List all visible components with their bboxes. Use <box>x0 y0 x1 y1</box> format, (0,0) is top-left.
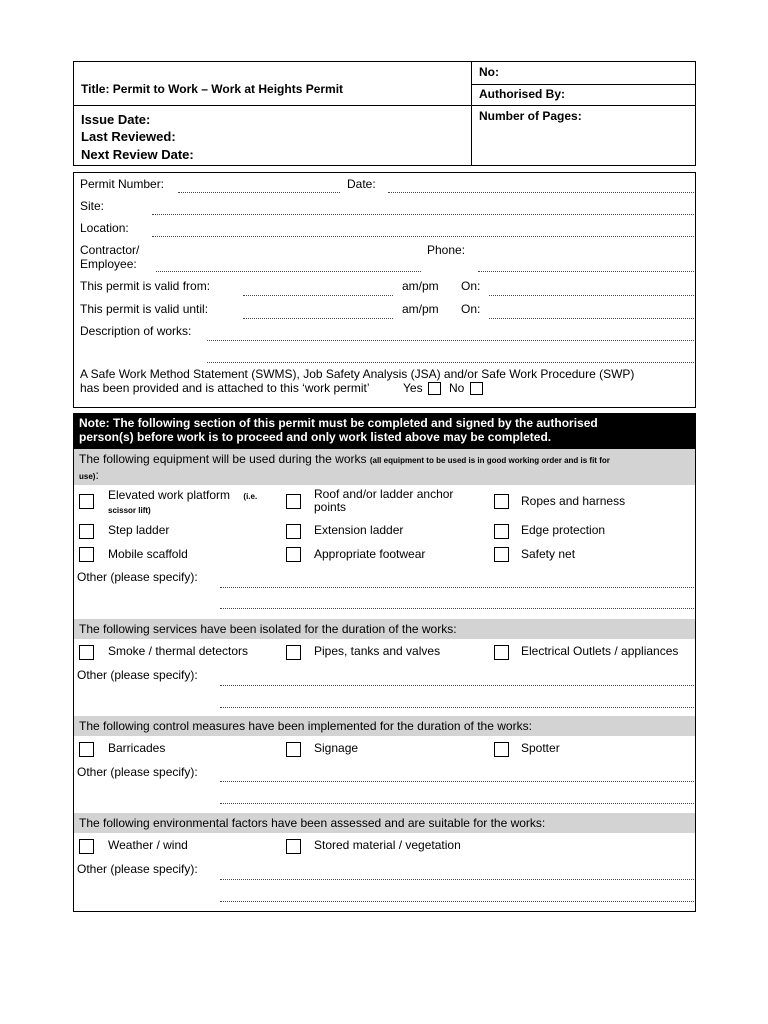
environment-other-field-1[interactable] <box>220 879 694 880</box>
phone-field[interactable] <box>478 271 694 272</box>
note-line-1: Note: The following section of this permit must be completed and signed by the authorised <box>79 416 598 430</box>
location-label: Location: <box>80 221 129 235</box>
header-divider <box>471 84 696 85</box>
stored-material-checkbox[interactable] <box>286 839 301 854</box>
safety-net-checkbox[interactable] <box>494 547 509 562</box>
appropriate-footwear-label: Appropriate footwear <box>314 547 426 561</box>
contractor-label: Contractor/ <box>80 243 140 257</box>
step-ladder-label: Step ladder <box>108 523 170 537</box>
document-header <box>73 61 696 166</box>
swms-no-label: No <box>449 381 465 395</box>
controls-heading: The following control measures have been implemented for the duration of the works: <box>74 716 695 736</box>
valid-until-date-field[interactable] <box>489 318 694 319</box>
spotter-checkbox[interactable] <box>494 742 509 757</box>
pipes-tanks-label: Pipes, tanks and valves <box>314 644 441 658</box>
ropes-harness-label: Ropes and harness <box>521 494 626 508</box>
number-of-pages-label: Number of Pages: <box>479 109 582 123</box>
controls-other-field-1[interactable] <box>220 781 694 782</box>
controls-other-field-2[interactable] <box>220 803 694 804</box>
valid-until-time-field[interactable] <box>243 318 393 319</box>
signage-checkbox[interactable] <box>286 742 301 757</box>
contractor-field[interactable] <box>156 271 421 272</box>
equipment-heading-note-1: (all equipment to be used is in good working order and is fit for <box>369 456 610 465</box>
equipment-heading-note-2: use) <box>79 472 96 481</box>
header-divider <box>471 105 696 106</box>
environment-other-label: Other (please specify): <box>77 862 198 876</box>
valid-from-ampm: am/pm <box>402 279 439 293</box>
equipment-other-field-2[interactable] <box>220 608 694 609</box>
site-field[interactable] <box>152 214 694 215</box>
description-field-line-2[interactable] <box>207 362 694 363</box>
header-divider <box>471 62 472 165</box>
weather-wind-checkbox[interactable] <box>79 839 94 854</box>
roof-anchor-checkbox[interactable] <box>286 494 301 509</box>
pipes-tanks-checkbox[interactable] <box>286 645 301 660</box>
date-label: Date: <box>347 177 376 191</box>
environment-other-field-2[interactable] <box>220 901 694 902</box>
description-label: Description of works: <box>80 324 192 338</box>
location-field[interactable] <box>152 236 694 237</box>
electrical-outlets-checkbox[interactable] <box>494 645 509 660</box>
authorisation-note <box>74 414 695 449</box>
mobile-scaffold-label: Mobile scaffold <box>108 547 188 561</box>
valid-from-time-field[interactable] <box>243 295 393 296</box>
document-number-label: No: <box>479 65 499 79</box>
barricades-checkbox[interactable] <box>79 742 94 757</box>
last-reviewed-label: Last Reviewed: <box>81 129 176 144</box>
smoke-detectors-checkbox[interactable] <box>79 645 94 660</box>
elevated-platform-note-1: (i.e. <box>243 492 258 501</box>
equipment-other-field-1[interactable] <box>220 587 694 588</box>
equipment-heading-text: The following equipment will be used during the works <box>79 452 367 466</box>
issue-date-label: Issue Date: <box>81 112 151 127</box>
equipment-heading <box>74 449 695 485</box>
swms-yes-label: Yes <box>403 381 423 395</box>
elevated-platform-note-2: scissor lift) <box>108 506 151 515</box>
valid-from-on-label: On: <box>461 279 481 293</box>
authorised-by-label: Authorised By: <box>479 87 566 101</box>
permit-number-label: Permit Number: <box>80 177 165 191</box>
roof-anchor-label <box>314 488 453 514</box>
services-other-label: Other (please specify): <box>77 668 198 682</box>
valid-until-ampm: am/pm <box>402 302 439 316</box>
elevated-platform-label <box>108 489 257 517</box>
edge-protection-label: Edge protection <box>521 523 606 537</box>
employee-label: Employee: <box>80 257 137 271</box>
swms-statement-line-1: A Safe Work Method Statement (SWMS), Job Safety Analysis (JSA) and/or Safe Work Procedure (SWP) <box>80 367 635 381</box>
edge-protection-checkbox[interactable] <box>494 524 509 539</box>
barricades-label: Barricades <box>108 741 166 755</box>
description-field-line-1[interactable] <box>207 340 694 341</box>
document-title: Title: Permit to Work – Work at Heights Permit <box>81 82 344 96</box>
step-ladder-checkbox[interactable] <box>79 524 94 539</box>
extension-ladder-checkbox[interactable] <box>286 524 301 539</box>
roof-anchor-text-2: points <box>314 500 347 514</box>
phone-label: Phone: <box>427 243 466 257</box>
elevated-platform-text: Elevated work platform <box>108 488 231 502</box>
environment-heading: The following environmental factors have been assessed and are suitable for the works: <box>74 813 695 833</box>
permit-number-field[interactable] <box>178 192 340 193</box>
appropriate-footwear-checkbox[interactable] <box>286 547 301 562</box>
spotter-label: Spotter <box>521 741 560 755</box>
date-field[interactable] <box>388 192 694 193</box>
swms-yes-checkbox[interactable] <box>428 382 441 395</box>
extension-ladder-label: Extension ladder <box>314 523 404 537</box>
valid-from-date-field[interactable] <box>489 295 694 296</box>
next-review-date-label: Next Review Date: <box>81 147 194 162</box>
swms-statement-line-2: has been provided and is attached to this ‘work permit’ <box>80 381 370 395</box>
services-other-field-1[interactable] <box>220 685 694 686</box>
electrical-outlets-label: Electrical Outlets / appliances <box>521 644 679 658</box>
mobile-scaffold-checkbox[interactable] <box>79 547 94 562</box>
controls-other-label: Other (please specify): <box>77 765 198 779</box>
site-label: Site: <box>80 199 105 213</box>
swms-no-checkbox[interactable] <box>470 382 483 395</box>
elevated-platform-checkbox[interactable] <box>79 494 94 509</box>
header-divider <box>74 105 471 106</box>
services-other-field-2[interactable] <box>220 707 694 708</box>
equipment-other-label: Other (please specify): <box>77 570 198 584</box>
safety-net-label: Safety net <box>521 547 576 561</box>
equipment-heading-colon: : <box>95 468 99 482</box>
valid-until-on-label: On: <box>461 302 481 316</box>
stored-material-label: Stored material / vegetation <box>314 838 461 852</box>
valid-until-label: This permit is valid until: <box>80 302 209 316</box>
smoke-detectors-label: Smoke / thermal detectors <box>108 644 249 658</box>
note-line-2: person(s) before work is to proceed and only work listed above may be completed. <box>79 430 552 444</box>
signage-label: Signage <box>314 741 359 755</box>
valid-from-label: This permit is valid from: <box>80 279 211 293</box>
weather-wind-label: Weather / wind <box>108 838 188 852</box>
ropes-harness-checkbox[interactable] <box>494 494 509 509</box>
roof-anchor-text-1: Roof and/or ladder anchor <box>314 487 454 501</box>
services-heading: The following services have been isolated for the duration of the works: <box>74 619 695 639</box>
